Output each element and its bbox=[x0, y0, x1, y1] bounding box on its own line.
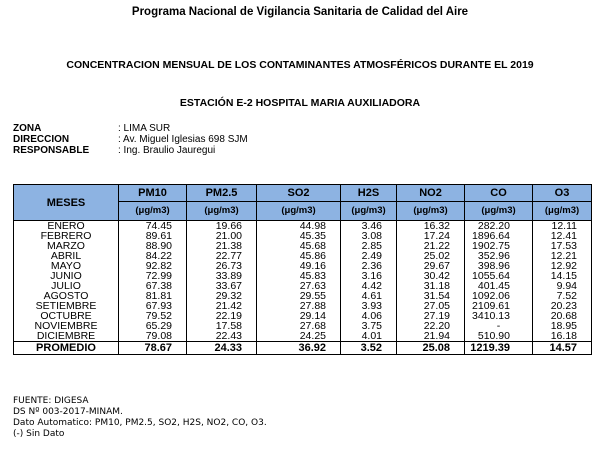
column-header: PM10 bbox=[119, 185, 187, 202]
direccion-label: DIRECCION bbox=[13, 134, 70, 145]
value-cell: 12.11 bbox=[533, 221, 592, 232]
value-cell: 19.66 bbox=[187, 221, 257, 232]
direccion-value: : Av. Miguel Iglesias 698 SJM bbox=[118, 134, 248, 145]
value-cell: 45.68 bbox=[257, 241, 341, 251]
column-unit: (μg/m3) bbox=[465, 202, 533, 221]
value-cell: 14.15 bbox=[533, 271, 592, 281]
value-cell: 17.58 bbox=[187, 321, 257, 331]
column-header: O3 bbox=[533, 185, 592, 202]
value-cell: 88.90 bbox=[119, 241, 187, 251]
value-cell: 44.98 bbox=[257, 221, 341, 232]
value-cell: 31.54 bbox=[397, 291, 465, 301]
value-cell: 21.42 bbox=[187, 301, 257, 311]
value-cell: 45.86 bbox=[257, 251, 341, 261]
column-header: SO2 bbox=[257, 185, 341, 202]
average-value-cell: 36.92 bbox=[257, 342, 341, 355]
zona-value: : LIMA SUR bbox=[118, 123, 171, 134]
value-cell: 30.42 bbox=[397, 271, 465, 281]
value-cell: 20.23 bbox=[533, 301, 592, 311]
value-cell: 67.38 bbox=[119, 281, 187, 291]
value-cell: 25.02 bbox=[397, 251, 465, 261]
value-cell: 3410.13 bbox=[465, 311, 533, 321]
pollutant-table bbox=[13, 184, 592, 355]
value-cell: 1902.75 bbox=[465, 241, 533, 251]
value-cell: 27.63 bbox=[257, 281, 341, 291]
value-cell: 81.81 bbox=[119, 291, 187, 301]
value-cell: 92.82 bbox=[119, 261, 187, 271]
value-cell: 12.21 bbox=[533, 251, 592, 261]
value-cell: 20.68 bbox=[533, 311, 592, 321]
value-cell: 79.08 bbox=[119, 331, 187, 342]
month-cell: JULIO bbox=[14, 281, 119, 291]
average-row bbox=[14, 342, 592, 355]
average-value-cell: 78.67 bbox=[119, 342, 187, 355]
value-cell: 79.52 bbox=[119, 311, 187, 321]
program-title: Programa Nacional de Vigilancia Sanitaria de Calidad del Aire bbox=[131, 6, 469, 18]
automatic-data-note: Dato Automatico: PM10, PM2.5, SO2, H2S, NO2, CO, O3. bbox=[13, 418, 267, 428]
value-cell: 4.01 bbox=[341, 331, 397, 342]
average-value-cell: 1219.39 bbox=[465, 342, 533, 355]
average-value-cell: 24.33 bbox=[187, 342, 257, 355]
value-cell: 22.77 bbox=[187, 251, 257, 261]
value-cell: 1896.64 bbox=[465, 231, 533, 241]
value-cell: 65.29 bbox=[119, 321, 187, 331]
value-cell: 27.05 bbox=[397, 301, 465, 311]
value-cell: 27.19 bbox=[397, 311, 465, 321]
value-cell: 89.61 bbox=[119, 231, 187, 241]
month-cell: ENERO bbox=[14, 221, 119, 232]
column-unit: (μg/m3) bbox=[397, 202, 465, 221]
value-cell: 1092.06 bbox=[465, 291, 533, 301]
value-cell: 49.16 bbox=[257, 261, 341, 271]
value-cell: 67.93 bbox=[119, 301, 187, 311]
value-cell: 4.42 bbox=[341, 281, 397, 291]
footnotes bbox=[13, 396, 267, 440]
value-cell: 21.38 bbox=[187, 241, 257, 251]
month-cell: OCTUBRE bbox=[14, 311, 119, 321]
value-cell: 2.36 bbox=[341, 261, 397, 271]
month-cell: NOVIEMBRE bbox=[14, 321, 119, 331]
month-cell: AGOSTO bbox=[14, 291, 119, 301]
month-cell: FEBRERO bbox=[14, 231, 119, 241]
value-cell: 18.95 bbox=[533, 321, 592, 331]
responsable-label: RESPONSABLE bbox=[13, 145, 90, 156]
month-cell: DICIEMBRE bbox=[14, 331, 119, 342]
value-cell: 21.94 bbox=[397, 331, 465, 342]
value-cell: 16.18 bbox=[533, 331, 592, 342]
value-cell: 3.46 bbox=[341, 221, 397, 232]
station-title: ESTACIÓN E-2 HOSPITAL MARIA AUXILIADORA bbox=[179, 97, 421, 109]
value-cell: 2.49 bbox=[341, 251, 397, 261]
value-cell: 4.61 bbox=[341, 291, 397, 301]
value-cell: 17.24 bbox=[397, 231, 465, 241]
value-cell: 12.92 bbox=[533, 261, 592, 271]
column-unit: (μg/m3) bbox=[119, 202, 187, 221]
value-cell: 12.41 bbox=[533, 231, 592, 241]
value-cell: 45.35 bbox=[257, 231, 341, 241]
value-cell: 22.19 bbox=[187, 311, 257, 321]
value-cell: 45.83 bbox=[257, 271, 341, 281]
column-header: NO2 bbox=[397, 185, 465, 202]
value-cell: 510.90 bbox=[465, 331, 533, 342]
value-cell: 29.14 bbox=[257, 311, 341, 321]
month-cell: ABRIL bbox=[14, 251, 119, 261]
average-label: PROMEDIO bbox=[14, 342, 119, 355]
column-unit: (μg/m3) bbox=[533, 202, 592, 221]
station-info bbox=[13, 123, 248, 156]
value-cell: 17.53 bbox=[533, 241, 592, 251]
value-cell: 3.08 bbox=[341, 231, 397, 241]
value-cell: 282.20 bbox=[465, 221, 533, 232]
value-cell: 26.73 bbox=[187, 261, 257, 271]
month-cell: SETIEMBRE bbox=[14, 301, 119, 311]
average-value-cell: 14.57 bbox=[533, 342, 592, 355]
column-header: CO bbox=[465, 185, 533, 202]
column-unit: (μg/m3) bbox=[257, 202, 341, 221]
value-cell: 3.93 bbox=[341, 301, 397, 311]
column-header: H2S bbox=[341, 185, 397, 202]
month-cell: MAYO bbox=[14, 261, 119, 271]
value-cell: 31.18 bbox=[397, 281, 465, 291]
value-cell: 27.68 bbox=[257, 321, 341, 331]
value-cell: 3.75 bbox=[341, 321, 397, 331]
zona-row bbox=[13, 123, 248, 134]
value-cell: - bbox=[465, 321, 533, 331]
value-cell: 29.67 bbox=[397, 261, 465, 271]
value-cell: 398.96 bbox=[465, 261, 533, 271]
months-header: MESES bbox=[14, 185, 119, 221]
value-cell: 7.52 bbox=[533, 291, 592, 301]
value-cell: 33.89 bbox=[187, 271, 257, 281]
value-cell: 9.94 bbox=[533, 281, 592, 291]
value-cell: 84.22 bbox=[119, 251, 187, 261]
responsable-value: : Ing. Braulio Jauregui bbox=[118, 145, 216, 156]
value-cell: 21.00 bbox=[187, 231, 257, 241]
value-cell: 352.96 bbox=[465, 251, 533, 261]
value-cell: 27.88 bbox=[257, 301, 341, 311]
value-cell: 72.99 bbox=[119, 271, 187, 281]
missing-data-legend: (-) Sin Dato bbox=[13, 429, 65, 439]
zona-label: ZONA bbox=[13, 123, 42, 134]
month-cell: MARZO bbox=[14, 241, 119, 251]
value-cell: 4.06 bbox=[341, 311, 397, 321]
column-unit: (μg/m3) bbox=[341, 202, 397, 221]
table-row bbox=[14, 331, 592, 342]
value-cell: 29.32 bbox=[187, 291, 257, 301]
value-cell: 22.43 bbox=[187, 331, 257, 342]
value-cell: 2.85 bbox=[341, 241, 397, 251]
value-cell: 24.25 bbox=[257, 331, 341, 342]
column-unit: (μg/m3) bbox=[187, 202, 257, 221]
responsable-row bbox=[13, 145, 248, 156]
value-cell: 74.45 bbox=[119, 221, 187, 232]
value-cell: 16.32 bbox=[397, 221, 465, 232]
value-cell: 22.20 bbox=[397, 321, 465, 331]
decree-note: DS Nº 003-2017-MINAM. bbox=[13, 407, 123, 417]
value-cell: 33.67 bbox=[187, 281, 257, 291]
average-value-cell: 25.08 bbox=[397, 342, 465, 355]
month-cell: JUNIO bbox=[14, 271, 119, 281]
value-cell: 401.45 bbox=[465, 281, 533, 291]
value-cell: 21.22 bbox=[397, 241, 465, 251]
average-value-cell: 3.52 bbox=[341, 342, 397, 355]
direccion-row bbox=[13, 134, 248, 145]
value-cell: 1055.64 bbox=[465, 271, 533, 281]
value-cell: 3.16 bbox=[341, 271, 397, 281]
value-cell: 29.55 bbox=[257, 291, 341, 301]
source-note: FUENTE: DIGESA bbox=[13, 396, 89, 406]
value-cell: 2109.61 bbox=[465, 301, 533, 311]
report-title: CONCENTRACION MENSUAL DE LOS CONTAMINANTES ATMOSFÉRICOS DURANTE EL 2019 bbox=[66, 59, 534, 71]
column-header: PM2.5 bbox=[187, 185, 257, 202]
